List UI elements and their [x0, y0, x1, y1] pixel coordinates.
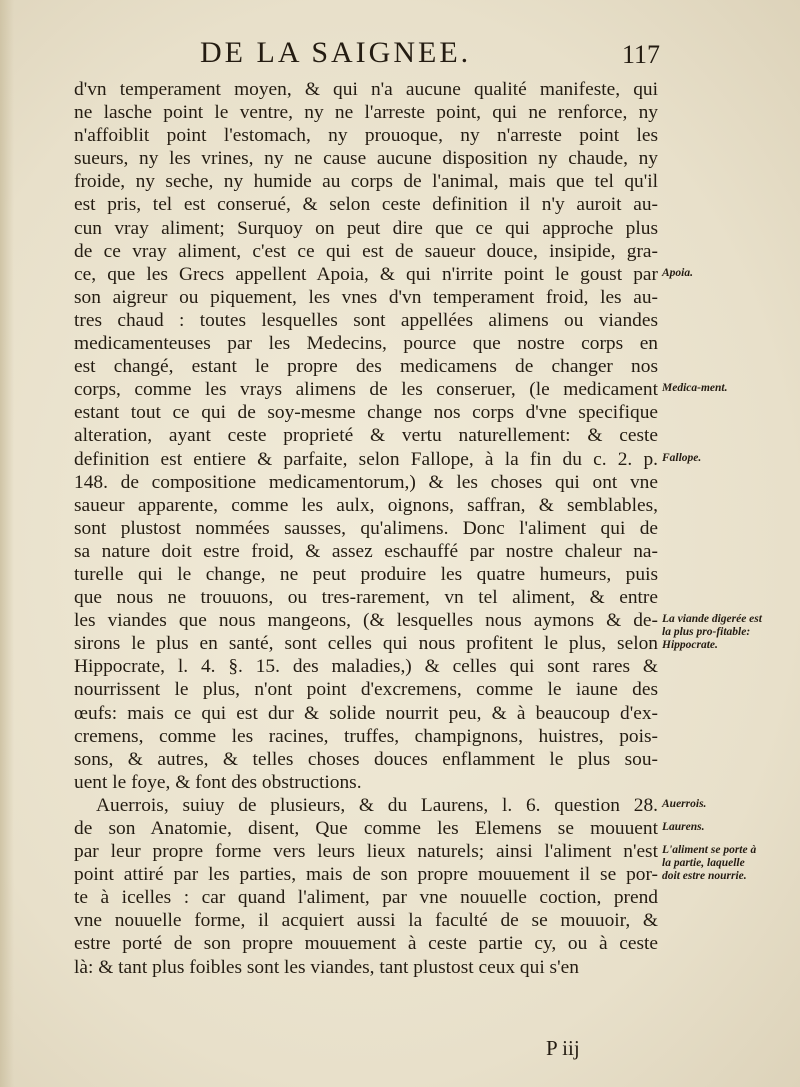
margin-note: Apoia. [662, 266, 693, 279]
text-line: vne nouuelle forme, il acquiert aussi la faculté de se mouuoir, & [74, 910, 658, 932]
text-line: sons, & autres, & telles choses douces enflamment le plus sou- [74, 748, 658, 770]
margin-note: Laurens. [662, 821, 705, 834]
signature-mark: P iij [546, 1036, 580, 1060]
text-line: ce, que les Grecs appellent Apoia, & qui n'irrite point le goust par [74, 263, 658, 285]
text-line: uent le foye, & font des obstructions. [74, 771, 362, 793]
text-line: estant tout ce qui de soy-mesme change nos corps d'vne specifique [74, 402, 658, 424]
text-line: là: & tant plus foibles sont les viandes, tant plustost ceux qui s'en [74, 956, 579, 978]
text-line: d'vn temperament moyen, & qui n'a aucune qualité manifeste, qui [74, 79, 658, 100]
text-line: point attiré par les parties, mais de son propre mouuement il se por- [74, 864, 658, 886]
text-line: definition est entiere & parfaite, selon Fallope, à la fin du c. 2. p. [74, 448, 658, 470]
text-line: les viandes que nous mangeons, (& lesquelles nous aymons & de- [74, 610, 658, 632]
text-line: 148. de compositione medicamentorum,) & les choses qui ont vne [74, 471, 658, 493]
margin-note: Medica-ment. [662, 382, 728, 395]
page-gutter-shadow [0, 0, 14, 1087]
running-head: DE LA SAIGNEE. [200, 36, 472, 69]
text-line: est changé, estant le propre des medicamens de changer nos [74, 356, 658, 378]
text-line: n'affoiblit point l'estomach, ny prouoque, ny n'arreste point les [74, 125, 658, 147]
text-line: tres chaud : toutes lesquelles sont appellées alimens ou viandes [74, 309, 658, 331]
text-line: corps, comme les vrays alimens de les conseruer, (le medicament [74, 379, 658, 401]
text-line: nourrissent le plus, n'ont point d'excremens, comme le iaune des [74, 679, 658, 701]
page-number: 117 [622, 40, 661, 69]
margin-note: Fallope. [662, 451, 702, 464]
text-line: sirons le plus en santé, sont celles qui nous profitent le plus, selon [74, 633, 658, 655]
body-text [74, 78, 658, 979]
margin-note: La viande digerée est la plus pro-fitable: Hippocrate. [662, 613, 762, 652]
text-line: alteration, ayant ceste proprieté & vertu naturellement: & ceste [74, 425, 658, 447]
text-line: est pris, tel est conserué, & selon ceste definition il n'y auroit au- [74, 194, 658, 216]
text-line: estre porté de son propre mouuement à ceste partie cy, ou à ceste [74, 933, 658, 955]
text-line: par leur propre forme vers leurs lieux naturels; ainsi l'aliment n'est [74, 841, 658, 863]
text-line: de ce vray aliment, c'est ce qui est de saueur douce, insipide, gra- [74, 240, 658, 262]
text-line: sueurs, ny les vrines, ny ne cause aucune disposition ny chaude, ny [74, 148, 658, 170]
text-line: Auerrois, suiuy de plusieurs, & du Laurens, l. 6. question 28. [96, 794, 658, 816]
text-line: froide, ny seche, ny humide au corps de l'animal, mais que tel qu'il [74, 171, 658, 193]
text-line: ne lasche point le ventre, ny ne l'arreste point, qui ne renforce, ny [74, 102, 658, 124]
text-line: te à icelles : car quand l'aliment, par vne nouuelle coction, prend [74, 887, 658, 909]
text-line: de son Anatomie, disent, Que comme les Elemens se mouuent [74, 818, 658, 839]
text-line: Hippocrate, l. 4. §. 15. des maladies,) & celles qui sont rares & [74, 656, 658, 678]
text-line: saueur apparente, comme les aulx, oignons, saffran, & semblables, [74, 494, 658, 516]
text-line: cun vray aliment; Surquoy on peut dire que ce qui approche plus [74, 217, 658, 239]
text-line: turelle qui le change, ne peut produire les quatre humeurs, puis [74, 563, 658, 585]
text-line: cremens, comme les racines, truffes, champignons, huistres, pois- [74, 725, 658, 747]
margin-note: Auerrois. [662, 798, 707, 811]
text-line: sont plustost nommées sausses, qu'alimens. Donc l'aliment qui de [74, 517, 658, 539]
text-line: son aigreur ou piquement, les vnes d'vn temperament froid, les au- [74, 286, 658, 308]
text-line: medicamenteuses par les Medecins, pource que nostre corps en [74, 333, 658, 355]
text-line: que nous ne trouuons, ou tres-rarement, vn tel aliment, & entre [74, 587, 658, 609]
text-line: œufs: mais ce qui est dur & solide nourrit peu, & à beaucoup d'ex- [74, 702, 658, 724]
margin-note: L'aliment se porte à la partie, laquelle doit estre nourrie. [662, 844, 757, 883]
text-line: sa nature doit estre froid, & assez eschauffé par nostre chaleur na- [74, 540, 658, 562]
